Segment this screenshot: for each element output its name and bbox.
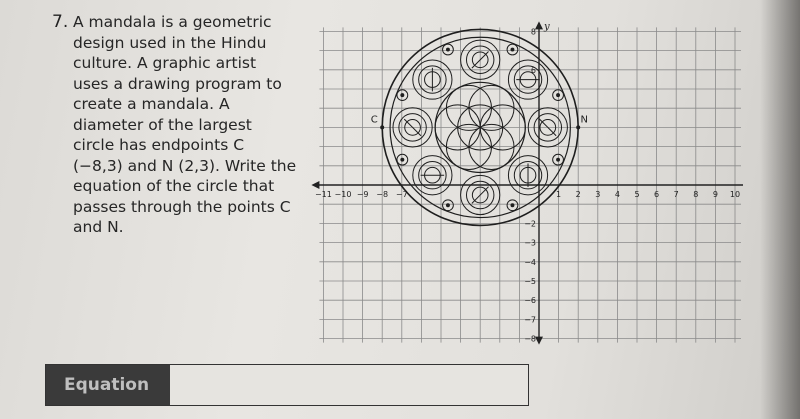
x-tick-label: 1 — [556, 190, 562, 199]
coordinate-graph — [314, 10, 768, 344]
x-tick-label: −9 — [356, 190, 369, 199]
mandala-dot — [510, 48, 514, 52]
x-tick-label: 8 — [693, 190, 699, 199]
question-line: and N. — [73, 218, 124, 236]
mandala-dot — [556, 93, 560, 97]
y-axis-arrow-up — [535, 21, 543, 29]
equation-label: Equation — [46, 365, 170, 405]
x-tick-label: 10 — [729, 190, 741, 199]
y-tick-label: 6 — [530, 65, 536, 75]
y-tick-label: −7 — [524, 315, 536, 325]
question-line: passes through the points C — [73, 197, 291, 216]
point-n-marker — [576, 125, 580, 129]
y-tick-label: −5 — [524, 277, 536, 286]
question-line: equation of the circle that — [73, 177, 275, 195]
question-line: A mandala is a geometric — [73, 13, 272, 31]
x-tick-label: 9 — [712, 190, 718, 199]
mandala-dot — [446, 203, 450, 207]
question-number: 7. — [52, 12, 69, 32]
point-n-label: N — [580, 114, 588, 126]
mandala-dot — [510, 203, 514, 207]
y-tick-label: −8 — [524, 334, 536, 344]
x-tick-label: 3 — [595, 190, 601, 199]
question-line: (−8,3) and N (2,3). Write the — [73, 156, 297, 175]
question-line: culture. A graphic artist — [73, 54, 257, 72]
x-tick-label: −10 — [334, 190, 352, 199]
x-tick-label: 7 — [673, 190, 679, 199]
mandala-dot — [446, 48, 450, 52]
x-tick-label: 5 — [634, 190, 640, 199]
y-tick-label: −3 — [524, 238, 536, 248]
x-tick-label: 2 — [575, 190, 581, 199]
y-axis-arrow-down — [535, 337, 543, 345]
x-tick-label: −8 — [376, 190, 389, 199]
y-tick-label: 8 — [530, 27, 536, 37]
y-tick-label: −2 — [524, 219, 536, 229]
x-tick-label: 4 — [614, 190, 620, 199]
equation-input[interactable] — [170, 365, 528, 407]
mandala-dot — [400, 158, 404, 162]
x-tick-label: 6 — [654, 190, 660, 199]
question-line: circle has endpoints C — [73, 136, 245, 154]
point-c-label: C — [370, 114, 378, 126]
x-tick-label: −7 — [395, 190, 408, 199]
x-tick-label: −11 — [314, 190, 332, 199]
question-line: create a mandala. A — [73, 95, 230, 113]
point-c-marker — [380, 125, 384, 129]
y-axis-label: y — [544, 21, 550, 33]
question-line: design used in the Hindu — [73, 33, 267, 52]
question-line: diameter of the largest — [73, 115, 252, 134]
mandala-dot — [556, 158, 560, 162]
question-line: uses a drawing program to — [73, 74, 282, 93]
y-tick-label: −4 — [524, 257, 536, 267]
equation-answer-box — [45, 364, 529, 406]
page-edge-shadow — [760, 0, 800, 419]
mandala-dot — [400, 93, 404, 97]
question-text — [73, 12, 333, 238]
y-tick-label: −6 — [524, 296, 536, 306]
